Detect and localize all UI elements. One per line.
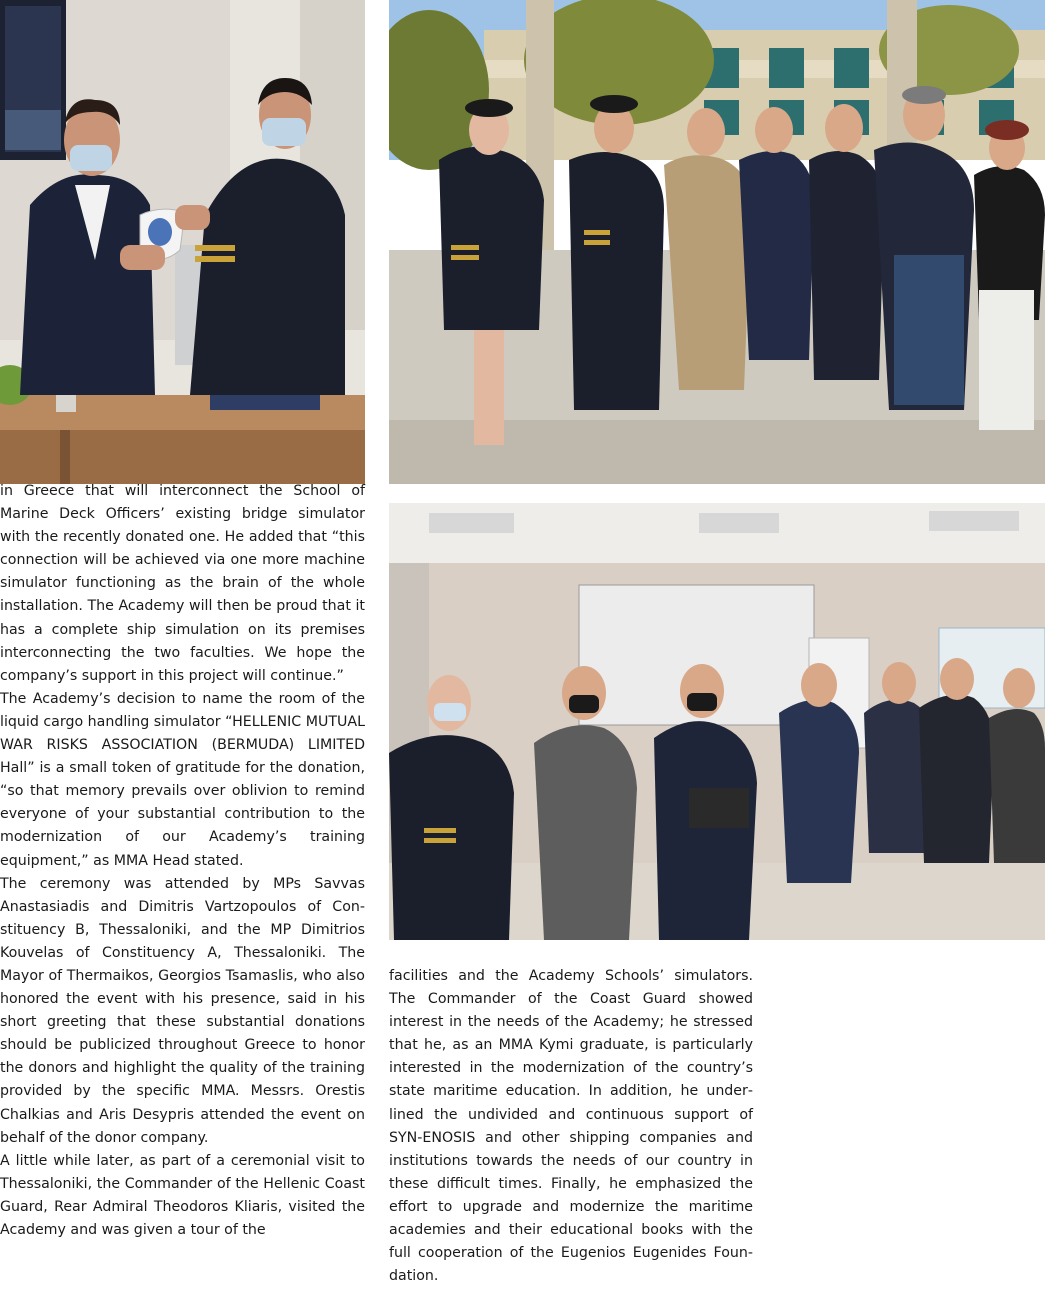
paragraph: in Greece that will interconnect the School of Marine Deck Officers’ existing bridge simulator with the recently donated one. He added that “this connection will be achieved via one more machine simulator functioning as the brain of the whole installation. The Academy will then be proud that it has a complete ship simulation on its premises interconnecting the two faculties. We hope the company’s support in this project will continue.” (0, 483, 365, 684)
article-column-left (0, 480, 365, 1242)
photo-group-outdoors (389, 0, 1045, 484)
paragraph: A little while later, as part of a ceremonial visit to Thessaloniki, the Commander of the Hellenic Coast Guard, Rear Admiral Theodoros Kliaris, visited the Academy and was given a tour of the (0, 1152, 365, 1238)
paragraph: facilities and the Academy Schools’ simulators. The Commander of the Coast Guard showed interest in the needs of the Academy; he stressed that he, as an MMA Kymi graduate, is particularly interested in the modernization of the country’s state maritime education. In addition, he underlined the undivided and continuous support of SYN-ENOSIS and other shipping companies and institutions towards the needs of our country in these difficult times. Finally, he emphasized the effort to upgrade and modernize the maritime academies and their educational books with the full cooperation of the Eugenios Eugenides Foundation. (389, 968, 753, 1285)
photo-plaque-presentation (0, 0, 365, 484)
photo-classroom-visit (389, 503, 1045, 940)
paragraph: The Academy’s decision to name the room of the liquid cargo handling simulator “HELLENIC MUTUAL WAR RISKS ASSOCIATION (BERMUDA) LIMITED Hall” is a small token of gratitude for the donation, “so that memory prevails over oblivion to remind everyone of your substantial contribution to the modernization of our Academy’s training equipment,” as MMA Head stated. (0, 690, 365, 869)
paragraph: The ceremony was attended by MPs Savvas Anastasiadis and Dimitris Vartzopoulos of Constituency B, Thessaloniki, and the MP Dimitrios Kouvelas of Constituency A, Thessaloniki. The Mayor of Thermaikos, Georgios Tsamaslis, who also honored the event with his presence, said in his short greeting that these substantial donations should be publicized throughout Greece to honor the donors and highlight the quality of the training provided by the specific MMA. Messrs. Orestis Chalkias and Aris Desypris attended the event on behalf of the donor company. (0, 875, 365, 1146)
article-column-right (389, 965, 753, 1288)
